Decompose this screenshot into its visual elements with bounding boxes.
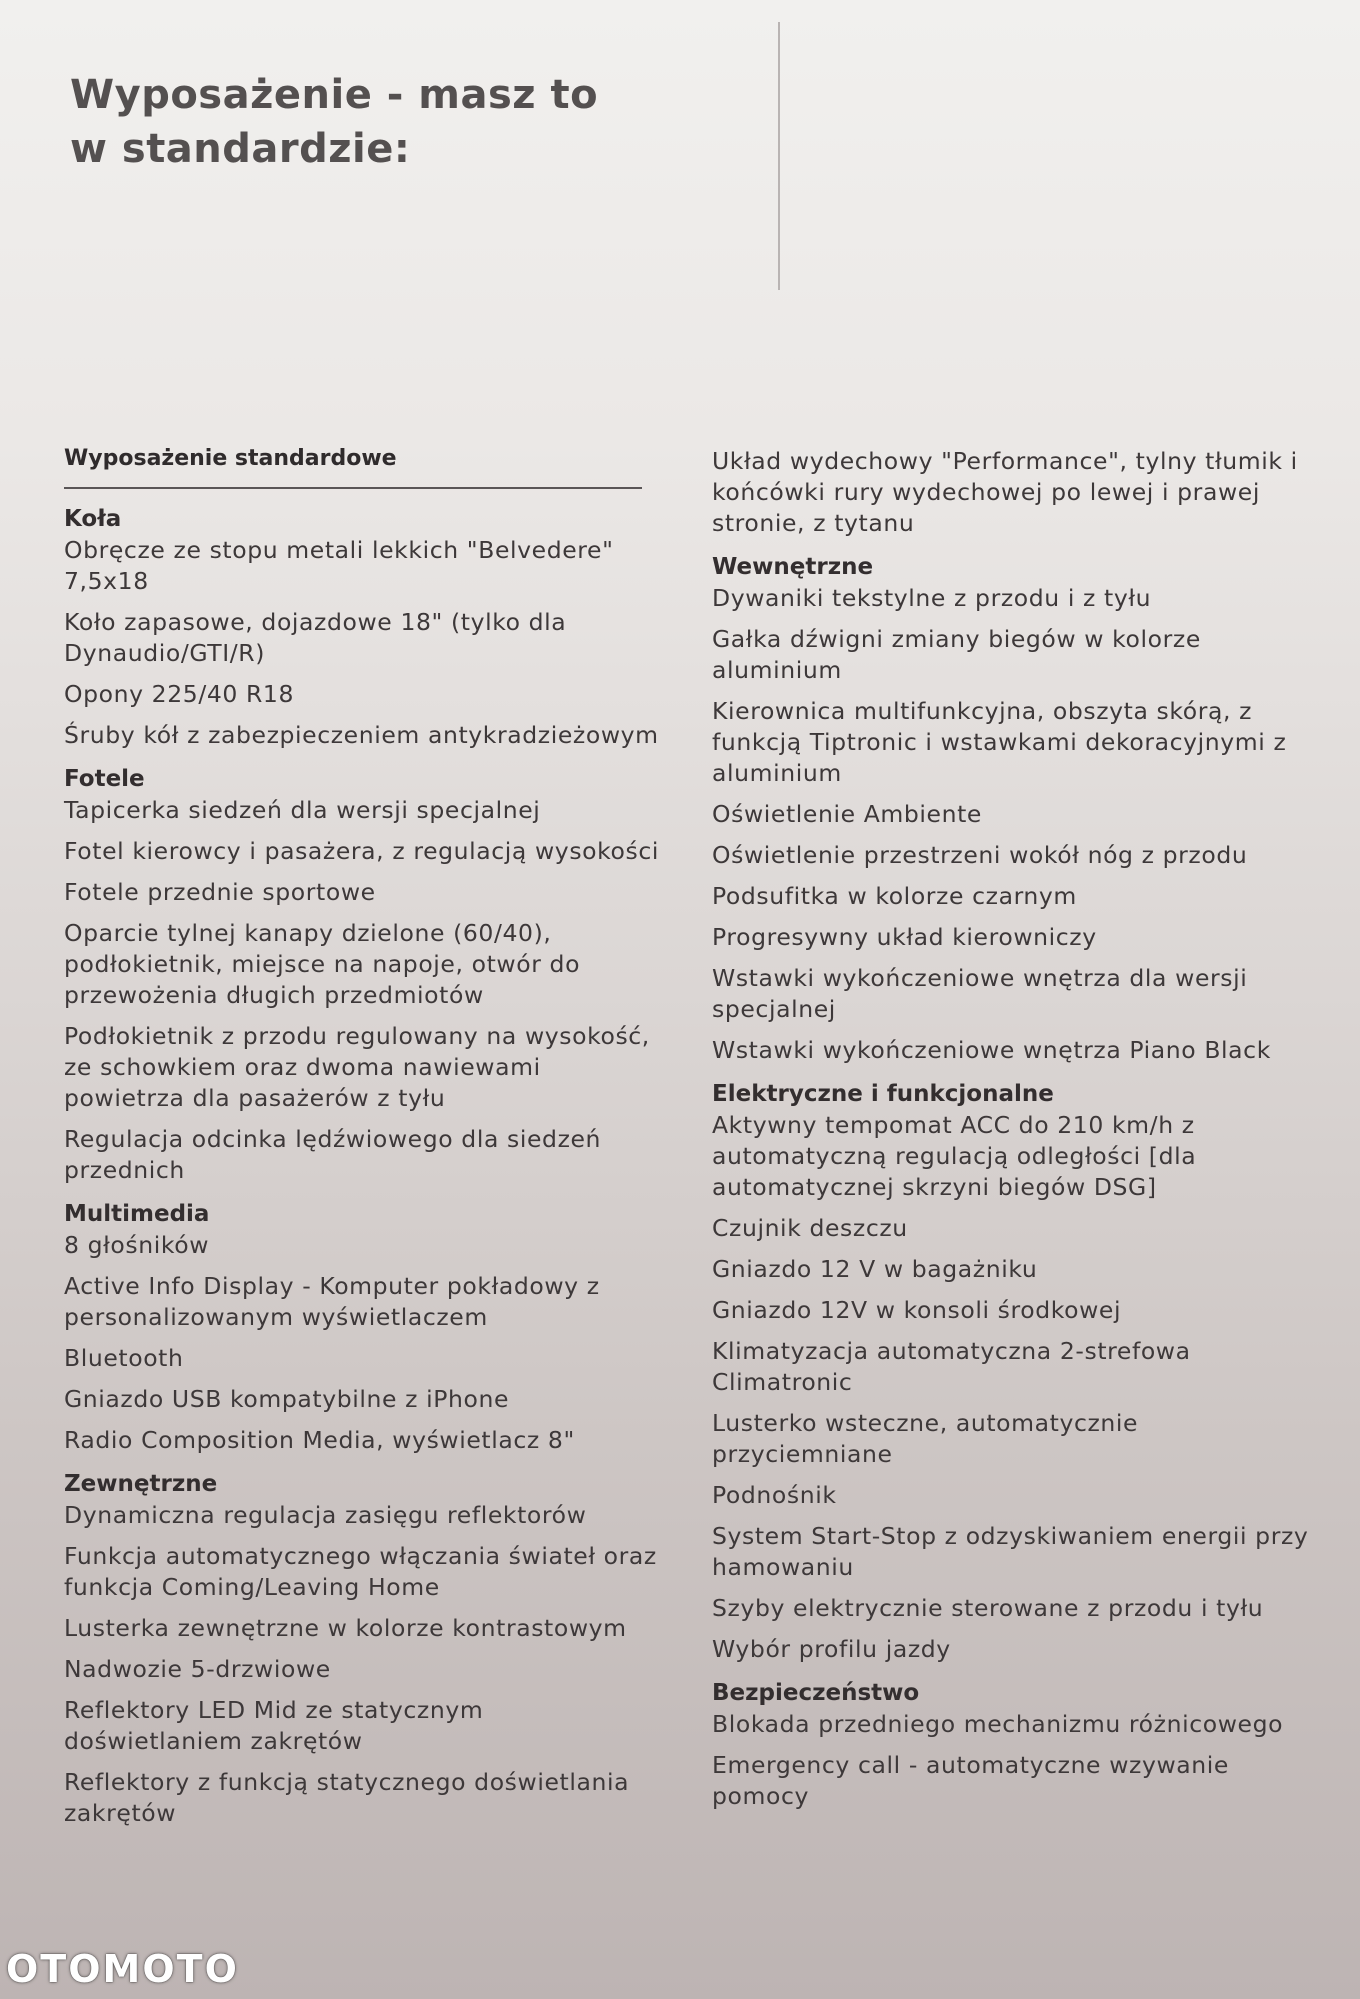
left-list xyxy=(64,503,664,1829)
equipment-item: Gniazdo USB kompatybilne z iPhone xyxy=(64,1385,510,1413)
equipment-item: Fotele przednie sportowe xyxy=(64,878,376,906)
equipment-item: Oświetlenie Ambiente xyxy=(712,800,982,828)
equipment-item: Progresywny układ kierowniczy xyxy=(712,923,1097,951)
equipment-item: Podsufitka w kolorze czarnym xyxy=(712,882,1077,910)
category-heading: Elektryczne i funkcjonalne xyxy=(712,1081,1054,1107)
right-list xyxy=(712,446,1312,1812)
equipment-item: Tapicerka siedzeń dla wersji specjalnej xyxy=(64,796,541,824)
equipment-item: Regulacja odcinka lędźwiowego dla siedzeń przednich xyxy=(64,1125,602,1184)
category-heading: Fotele xyxy=(64,766,145,792)
equipment-item: Blokada przedniego mechanizmu różnicowego xyxy=(712,1710,1284,1738)
equipment-item: Aktywny tempomat ACC do 210 km/h z automatyczną regulacją odległości [dla automatycznej skrzyni biegów DSG] xyxy=(712,1111,1197,1201)
section-heading: Wyposażenie standardowe xyxy=(64,446,642,489)
equipment-item: Dynamiczna regulacja zasięgu reflektorów xyxy=(64,1501,587,1529)
equipment-item: Szyby elektrycznie sterowane z przodu i tyłu xyxy=(712,1594,1264,1622)
equipment-item: System Start-Stop z odzyskiwaniem energii przy hamowaniu xyxy=(712,1522,1309,1581)
equipment-item: Active Info Display - Komputer pokładowy z personalizowanym wyświetlaczem xyxy=(64,1272,600,1331)
category-heading: Koła xyxy=(64,506,122,532)
equipment-item: Obręcze ze stopu metali lekkich "Belvedere" 7,5x18 xyxy=(64,536,614,595)
equipment-item: Reflektory z funkcją statycznego doświetlania zakrętów xyxy=(64,1768,630,1827)
page-title xyxy=(70,68,598,176)
equipment-item: Dywaniki tekstylne z przodu i z tyłu xyxy=(712,584,1152,612)
right-column xyxy=(712,446,1312,1822)
equipment-item: Lusterka zewnętrzne w kolorze kontrastowym xyxy=(64,1614,627,1642)
equipment-item: Gałka dźwigni zmiany biegów w kolorze aluminium xyxy=(712,625,1201,684)
equipment-item: Radio Composition Media, wyświetlacz 8" xyxy=(64,1426,575,1454)
vertical-divider xyxy=(778,22,780,290)
left-column xyxy=(64,446,664,1839)
equipment-item: Oparcie tylnej kanapy dzielone (60/40), podłokietnik, miejsce na napoje, otwór do przewożenia długich przedmiotów xyxy=(64,919,581,1009)
equipment-item: Nadwozie 5-drzwiowe xyxy=(64,1655,331,1683)
equipment-item: Czujnik deszczu xyxy=(712,1214,908,1242)
otomoto-watermark-logo: OTOMOTO xyxy=(6,1947,239,1991)
equipment-item: Gniazdo 12V w konsoli środkowej xyxy=(712,1296,1122,1324)
equipment-item: Klimatyzacja automatyczna 2-strefowa Climatronic xyxy=(712,1337,1191,1396)
equipment-item: Fotel kierowcy i pasażera, z regulacją wysokości xyxy=(64,837,659,865)
equipment-item: Wstawki wykończeniowe wnętrza dla wersji specjalnej xyxy=(712,964,1248,1023)
equipment-item: Podnośnik xyxy=(712,1481,837,1509)
category-heading: Zewnętrzne xyxy=(64,1471,218,1497)
equipment-item: Opony 225/40 R18 xyxy=(64,680,295,708)
equipment-item: Bluetooth xyxy=(64,1344,184,1372)
equipment-item: Śruby kół z zabezpieczeniem antykradzieżowym xyxy=(64,721,659,749)
category-heading: Multimedia xyxy=(64,1201,210,1227)
equipment-item: Układ wydechowy "Performance", tylny tłumik i końcówki rury wydechowej po lewej i prawej stronie, z tytanu xyxy=(712,447,1298,537)
equipment-item: 8 głośników xyxy=(64,1231,210,1259)
equipment-item: Emergency call - automatyczne wzywanie pomocy xyxy=(712,1751,1229,1810)
equipment-item: Kierownica multifunkcyjna, obszyta skórą, z funkcją Tiptronic i wstawkami dekoracyjnymi z aluminium xyxy=(712,697,1287,787)
category-heading: Wewnętrzne xyxy=(712,554,874,580)
equipment-item: Lusterko wsteczne, automatycznie przyciemniane xyxy=(712,1409,1139,1468)
equipment-item: Wstawki wykończeniowe wnętrza Piano Black xyxy=(712,1036,1271,1064)
title-line-2: w standardzie: xyxy=(70,126,411,172)
equipment-item: Koło zapasowe, dojazdowe 18" (tylko dla Dynaudio/GTI/R) xyxy=(64,608,567,667)
category-heading: Bezpieczeństwo xyxy=(712,1680,920,1706)
equipment-item: Wybór profilu jazdy xyxy=(712,1635,951,1663)
title-line-1: Wyposażenie - masz to xyxy=(70,72,599,118)
equipment-item: Oświetlenie przestrzeni wokół nóg z przodu xyxy=(712,841,1248,869)
equipment-item: Funkcja automatycznego włączania świateł oraz funkcja Coming/Leaving Home xyxy=(64,1542,657,1601)
equipment-item: Gniazdo 12 V w bagażniku xyxy=(712,1255,1038,1283)
equipment-item: Podłokietnik z przodu regulowany na wysokość, ze schowkiem oraz dwoma nawiewami powietrza dla pasażerów z tyłu xyxy=(64,1022,650,1112)
equipment-item: Reflektory LED Mid ze statycznym doświetlaniem zakrętów xyxy=(64,1696,484,1755)
